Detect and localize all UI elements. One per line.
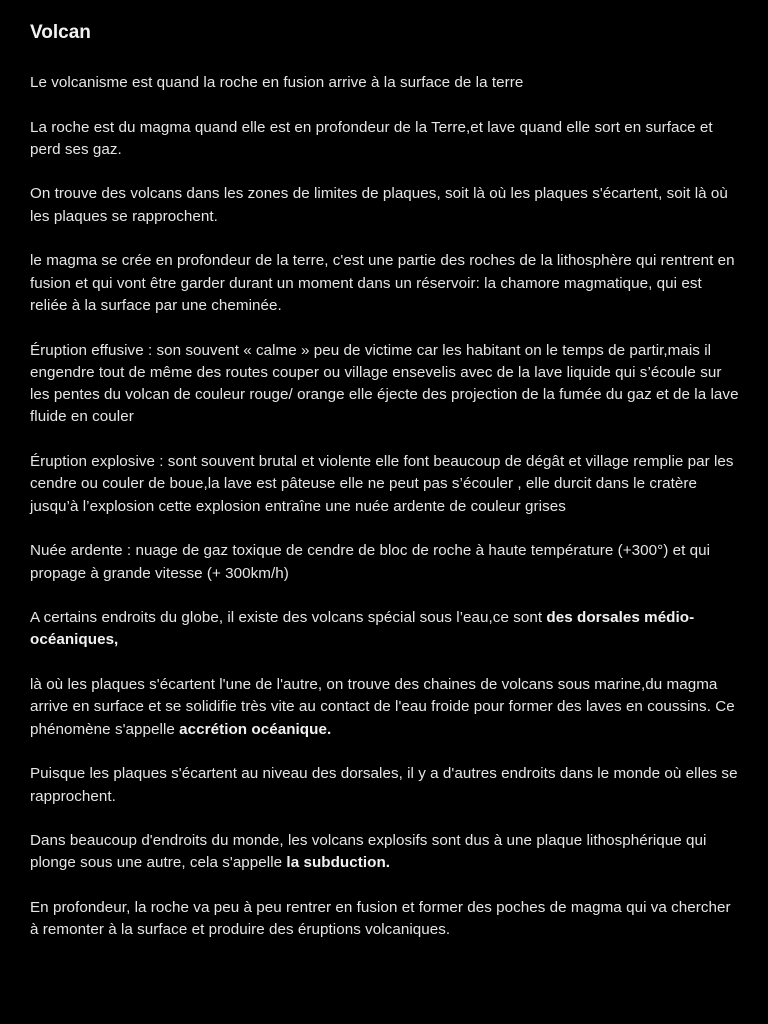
note-title: Volcan [30,22,91,43]
paragraph: La roche est du magma quand elle est en profondeur de la Terre,et lave quand elle sort en surface et perd ses gaz. [30,118,713,158]
paragraph: En profondeur, la roche va peu à peu rentrer en fusion et former des poches de magma qui va chercher à remonter à la surface et produire des éruptions volcaniques. [30,898,731,939]
paragraph: là où les plaques s'écartent l'une de l'autre, on trouve des chaines de volcans sous marine,du magma arrive en surface et se solidifie très vite au contact de l'eau froide pour former des laves en coussins. Ce phénomène s'appelle accrétion océanique. [30,676,735,738]
bold-term: la subduction. [286,854,391,872]
paragraph: Dans beaucoup d'endroits du monde, les volcans explosifs sont dus à une plaque lithosphérique qui plonge sous une autre, cela s'appelle la subduction. [30,832,707,872]
paragraph: Le volcanisme est quand la roche en fusion arrive à la surface de la terre [30,74,524,91]
bold-term: des dorsales médio-océaniques, [30,609,695,649]
paragraph: A certains endroits du globe, il existe des volcans spécial sous l’eau,ce sont des dorsales médio-océaniques, [30,609,695,649]
paragraph: On trouve des volcans dans les zones de limites de plaques, soit là où les plaques s'écartent, soit là où les plaques se rapprochent. [30,185,728,225]
paragraph: Éruption effusive : son souvent « calme » peu de victime car les habitant on le temps de partir,mais il engendre tout de même des routes couper ou village ensevelis avec de la lave liquide qui s’écoule sur les pentes du volcan de couleur rouge/ orange elle éjecte des projection de la fumée du gaz et de la lave fluide en couler [30,341,739,426]
paragraph: Éruption explosive : sont souvent brutal et violente elle font beaucoup de dégât et village remplie par les cendre ou couler de boue,la lave est pâteuse elle ne peut pas s’écouler , elle durcit dans le cratère jusqu’à l’explosion cette explosion entraîne une nuée ardente de couleur grises [30,453,734,515]
paragraph: le magma se crée en profondeur de la terre, c'est une partie des roches de la lithosphère qui rentrent en fusion et qui vont être garder durant un moment dans un réservoir: la chamore magmatique, qui est reliée à la surface par une cheminée. [30,252,735,314]
bold-term: accrétion océanique. [179,720,332,738]
paragraph: Puisque les plaques s'écartent au niveau des dorsales, il y a d'autres endroits dans le monde où elles se rapprochent. [30,765,738,805]
paragraph: Nuée ardente : nuage de gaz toxique de cendre de bloc de roche à haute température (+300°) et qui propage à grande vitesse (+ 300km/h) [30,542,711,582]
note-content[interactable] [30,20,742,964]
